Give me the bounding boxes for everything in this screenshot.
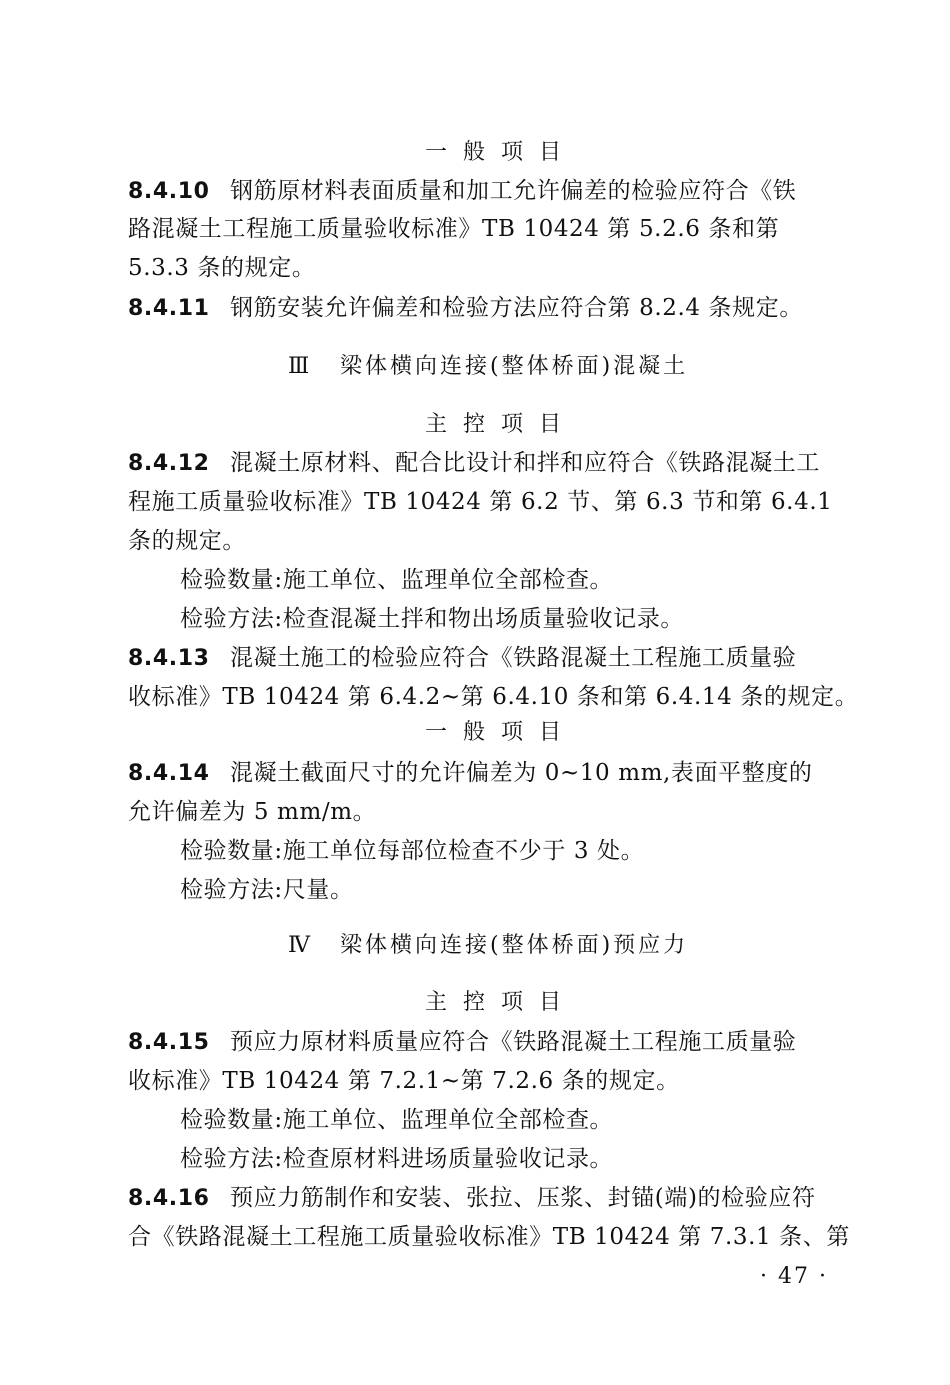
inspection-quantity: 检验数量:施工单位、监理单位全部检查。 <box>180 567 614 593</box>
clause-number: 8.4.16 <box>128 1186 210 1211</box>
clause-8-4-11 <box>128 293 803 324</box>
clause-8-4-10 <box>128 176 796 207</box>
inspection-method: 检验方法:检查混凝土拌和物出场质量验收记录。 <box>180 606 684 632</box>
page-number: · 47 · <box>760 1264 828 1289</box>
section-title-text: 梁体横向连接(整体桥面)混凝土 <box>340 354 689 379</box>
clause-8-4-12 <box>128 448 820 479</box>
clause-text: 钢筋安装允许偏差和检验方法应符合第 8.2.4 条规定。 <box>230 295 803 321</box>
section-roman-numeral: Ⅲ <box>288 354 313 379</box>
paragraph-line: 路混凝土工程施工质量验收标准》TB 10424 第 5.2.6 条和第 <box>128 216 780 242</box>
heading-main-control-items: 主控项目 <box>425 412 578 437</box>
clause-text: 混凝土施工的检验应符合《铁路混凝土工程施工质量验 <box>230 645 797 671</box>
clause-number: 8.4.15 <box>128 1030 210 1055</box>
clause-number: 8.4.14 <box>128 761 210 786</box>
clause-number: 8.4.13 <box>128 646 210 671</box>
clause-8-4-14 <box>128 758 813 789</box>
inspection-quantity: 检验数量:施工单位、监理单位全部检查。 <box>180 1107 614 1133</box>
heading-general-items: 一般项目 <box>425 140 578 165</box>
paragraph-line: 条的规定。 <box>128 528 246 554</box>
paragraph-line: 允许偏差为 5 mm/m。 <box>128 799 377 825</box>
section-title-iii <box>288 352 688 382</box>
section-title-iv <box>288 931 688 961</box>
paragraph-line: 5.3.3 条的规定。 <box>128 255 316 281</box>
inspection-method: 检验方法:检查原材料进场质量验收记录。 <box>180 1146 614 1172</box>
clause-text: 预应力筋制作和安装、张拉、压浆、封锚(端)的检验应符 <box>230 1185 816 1211</box>
clause-8-4-16 <box>128 1183 816 1214</box>
paragraph-line: 收标准》TB 10424 第 6.4.2~第 6.4.10 条和第 6.4.14 条的规定。 <box>128 684 859 710</box>
section-title-text: 梁体横向连接(整体桥面)预应力 <box>340 933 689 958</box>
paragraph-line: 收标准》TB 10424 第 7.2.1~第 7.2.6 条的规定。 <box>128 1068 680 1094</box>
clause-number: 8.4.10 <box>128 179 210 204</box>
clause-number: 8.4.11 <box>128 296 210 321</box>
clause-text: 钢筋原材料表面质量和加工允许偏差的检验应符合《铁 <box>230 178 797 204</box>
clause-number: 8.4.12 <box>128 451 210 476</box>
clause-8-4-13 <box>128 643 796 674</box>
inspection-quantity: 检验数量:施工单位每部位检查不少于 3 处。 <box>180 838 645 864</box>
paragraph-line: 程施工质量验收标准》TB 10424 第 6.2 节、第 6.3 节和第 6.4.1 <box>128 489 833 515</box>
section-roman-numeral: Ⅳ <box>288 933 313 958</box>
heading-main-control-items: 主控项目 <box>425 990 578 1015</box>
paragraph-line: 合《铁路混凝土工程施工质量验收标准》TB 10424 第 7.3.1 条、第 <box>128 1224 850 1250</box>
clause-text: 混凝土截面尺寸的允许偏差为 0~10 mm,表面平整度的 <box>230 760 813 786</box>
inspection-method: 检验方法:尺量。 <box>180 877 354 903</box>
heading-general-items: 一般项目 <box>425 720 578 745</box>
clause-text: 预应力原材料质量应符合《铁路混凝土工程施工质量验 <box>230 1029 797 1055</box>
clause-text: 混凝土原材料、配合比设计和拌和应符合《铁路混凝土工 <box>230 450 820 476</box>
clause-8-4-15 <box>128 1027 796 1058</box>
